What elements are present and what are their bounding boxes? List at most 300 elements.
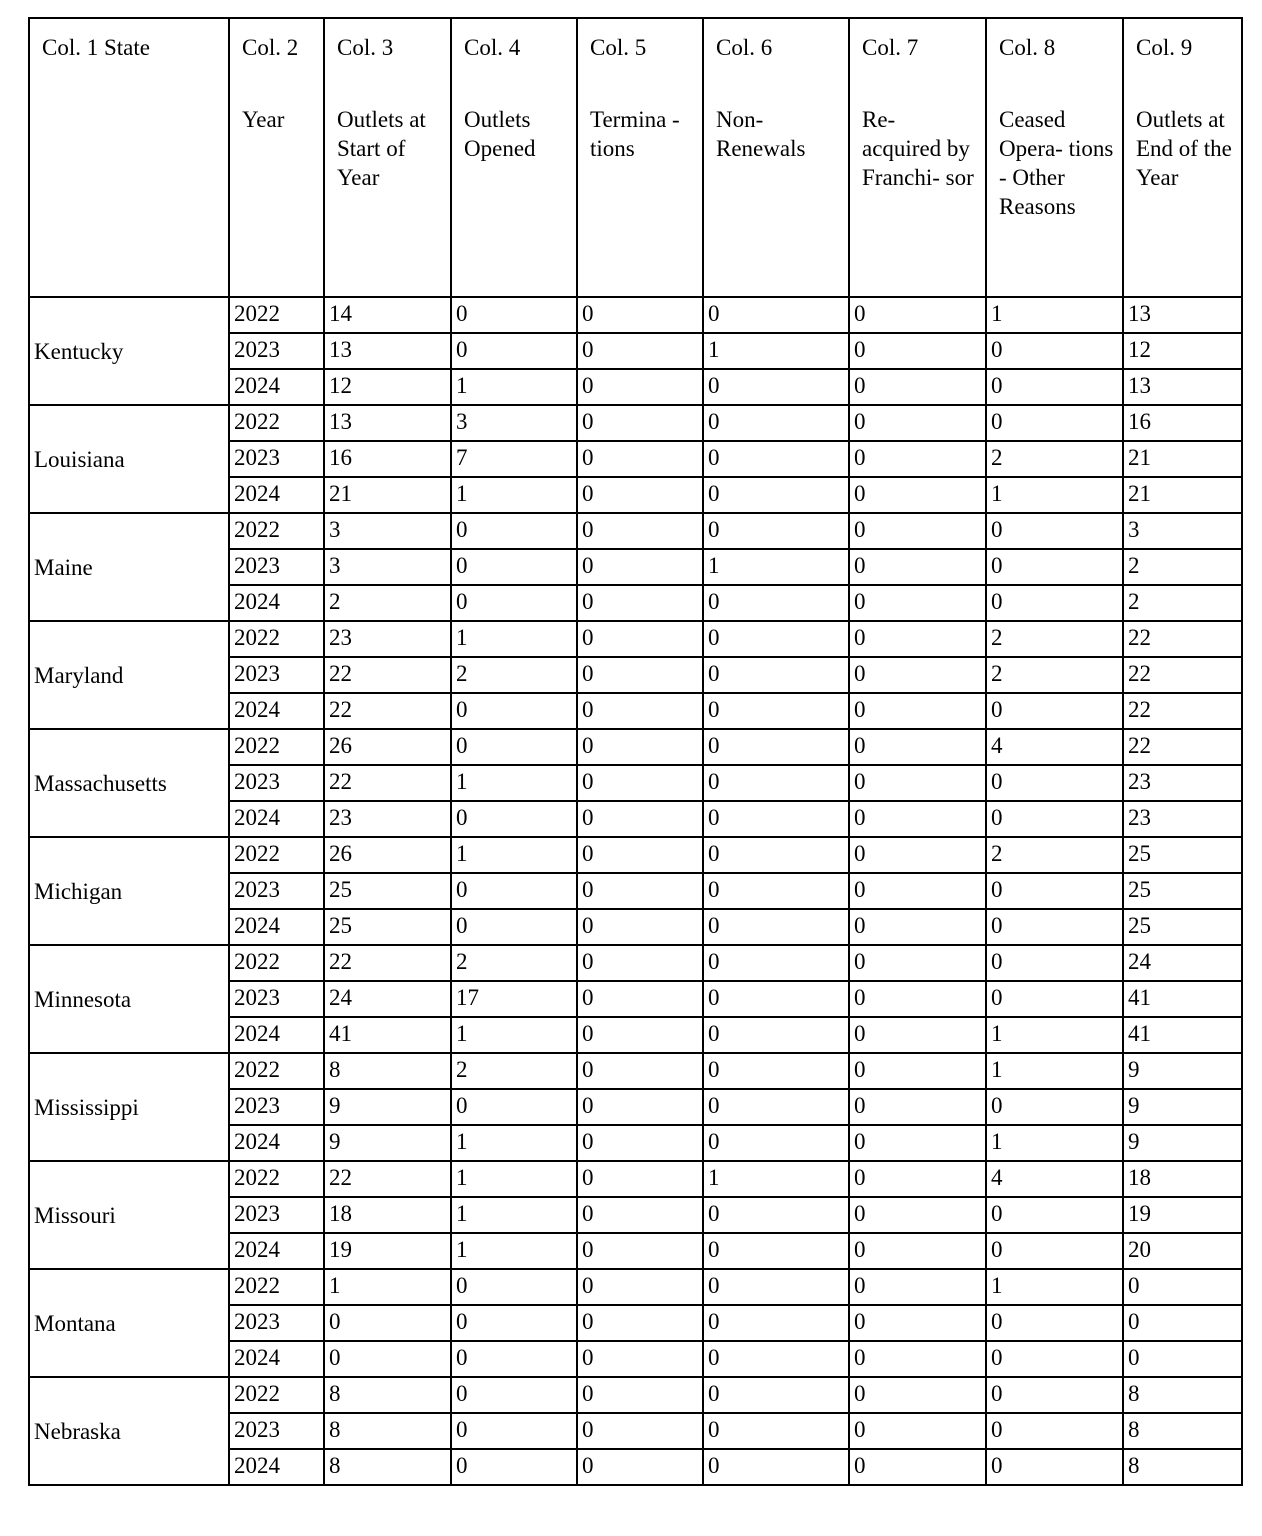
value-cell: 0 — [451, 801, 577, 837]
value-cell: 2 — [451, 945, 577, 981]
value-cell: 19 — [1123, 1197, 1242, 1233]
value-cell: 0 — [577, 1089, 703, 1125]
value-cell: 1 — [986, 1125, 1123, 1161]
value-cell: 1 — [451, 1125, 577, 1161]
year-cell: 2024 — [229, 1125, 324, 1161]
year-cell: 2022 — [229, 1053, 324, 1089]
value-cell: 1 — [451, 837, 577, 873]
state-name: Minnesota — [29, 945, 229, 1053]
value-cell: 0 — [703, 1089, 849, 1125]
value-cell: 0 — [577, 585, 703, 621]
value-cell: 0 — [577, 1449, 703, 1485]
value-cell: 9 — [1123, 1125, 1242, 1161]
value-cell: 0 — [849, 585, 986, 621]
value-cell: 23 — [1123, 765, 1242, 801]
value-cell: 22 — [1123, 729, 1242, 765]
value-cell: 0 — [849, 1341, 986, 1377]
value-cell: 3 — [324, 549, 451, 585]
value-cell: 2 — [986, 441, 1123, 477]
value-cell: 0 — [703, 909, 849, 945]
value-cell: 0 — [451, 1269, 577, 1305]
value-cell: 0 — [703, 1341, 849, 1377]
value-cell: 0 — [703, 513, 849, 549]
value-cell: 19 — [324, 1233, 451, 1269]
value-cell: 0 — [986, 945, 1123, 981]
value-cell: 1 — [986, 1017, 1123, 1053]
table-row — [29, 1161, 1242, 1197]
value-cell: 0 — [703, 837, 849, 873]
value-cell: 0 — [451, 585, 577, 621]
year-cell: 2024 — [229, 1341, 324, 1377]
value-cell: 0 — [986, 693, 1123, 729]
value-cell: 0 — [577, 729, 703, 765]
value-cell: 0 — [703, 621, 849, 657]
value-cell: 0 — [451, 1089, 577, 1125]
value-cell: 22 — [1123, 621, 1242, 657]
value-cell: 0 — [849, 621, 986, 657]
value-cell: 0 — [986, 333, 1123, 369]
value-cell: 0 — [849, 405, 986, 441]
value-cell: 18 — [1123, 1161, 1242, 1197]
value-cell: 0 — [849, 1053, 986, 1089]
state-name: Kentucky — [29, 297, 229, 405]
value-cell: 0 — [849, 909, 986, 945]
value-cell: 0 — [703, 1053, 849, 1089]
value-cell: 22 — [324, 693, 451, 729]
value-cell: 0 — [986, 405, 1123, 441]
value-cell: 0 — [849, 1233, 986, 1269]
value-cell: 0 — [451, 693, 577, 729]
value-cell: 14 — [324, 297, 451, 333]
value-cell: 0 — [703, 657, 849, 693]
value-cell: 1 — [451, 1017, 577, 1053]
value-cell: 0 — [324, 1305, 451, 1341]
year-cell: 2024 — [229, 1449, 324, 1485]
value-cell: 8 — [1123, 1413, 1242, 1449]
value-cell: 41 — [1123, 981, 1242, 1017]
column-header — [29, 18, 229, 297]
value-cell: 0 — [577, 1305, 703, 1341]
value-cell: 0 — [577, 1161, 703, 1197]
value-cell: 0 — [849, 1197, 986, 1233]
value-cell: 13 — [1123, 297, 1242, 333]
value-cell: 0 — [577, 621, 703, 657]
value-cell: 0 — [849, 513, 986, 549]
value-cell: 0 — [703, 441, 849, 477]
value-cell: 22 — [1123, 657, 1242, 693]
state-name: Missouri — [29, 1161, 229, 1269]
value-cell: 0 — [703, 1197, 849, 1233]
value-cell: 0 — [577, 981, 703, 1017]
value-cell: 0 — [703, 945, 849, 981]
value-cell: 0 — [849, 441, 986, 477]
value-cell: 0 — [986, 981, 1123, 1017]
value-cell: 0 — [451, 909, 577, 945]
value-cell: 0 — [703, 405, 849, 441]
column-label: Termina -tions — [590, 107, 680, 161]
value-cell: 22 — [324, 1161, 451, 1197]
value-cell: 0 — [451, 513, 577, 549]
column-label: Non- Renewals — [716, 107, 806, 161]
value-cell: 1 — [703, 549, 849, 585]
year-cell: 2023 — [229, 1413, 324, 1449]
value-cell: 0 — [986, 909, 1123, 945]
value-cell: 0 — [849, 1161, 986, 1197]
value-cell: 17 — [451, 981, 577, 1017]
value-cell: 22 — [1123, 693, 1242, 729]
column-label: Outlets at End of the Year — [1136, 107, 1232, 190]
value-cell: 0 — [577, 369, 703, 405]
value-cell: 0 — [577, 333, 703, 369]
year-cell: 2023 — [229, 441, 324, 477]
value-cell: 2 — [1123, 549, 1242, 585]
value-cell: 1 — [703, 1161, 849, 1197]
value-cell: 20 — [1123, 1233, 1242, 1269]
value-cell: 8 — [324, 1053, 451, 1089]
column-number: Col. 1 State — [42, 35, 150, 60]
value-cell: 0 — [703, 1413, 849, 1449]
year-cell: 2022 — [229, 1377, 324, 1413]
year-cell: 2023 — [229, 873, 324, 909]
value-cell: 0 — [849, 1449, 986, 1485]
column-number: Col. 9 — [1136, 35, 1193, 60]
value-cell: 25 — [1123, 873, 1242, 909]
year-cell: 2023 — [229, 981, 324, 1017]
value-cell: 0 — [986, 1413, 1123, 1449]
value-cell: 0 — [703, 693, 849, 729]
value-cell: 0 — [451, 729, 577, 765]
value-cell: 2 — [1123, 585, 1242, 621]
value-cell: 0 — [986, 765, 1123, 801]
value-cell: 0 — [849, 729, 986, 765]
value-cell: 0 — [577, 1017, 703, 1053]
value-cell: 0 — [577, 693, 703, 729]
year-cell: 2023 — [229, 549, 324, 585]
value-cell: 26 — [324, 837, 451, 873]
table-body — [29, 18, 1242, 1485]
year-cell: 2023 — [229, 333, 324, 369]
value-cell: 1 — [451, 1161, 577, 1197]
value-cell: 2 — [986, 657, 1123, 693]
value-cell: 0 — [577, 1413, 703, 1449]
value-cell: 0 — [986, 513, 1123, 549]
table-row — [29, 837, 1242, 873]
year-cell: 2024 — [229, 909, 324, 945]
table-row — [29, 729, 1242, 765]
value-cell: 26 — [324, 729, 451, 765]
column-header — [577, 18, 703, 297]
value-cell: 0 — [324, 1341, 451, 1377]
year-cell: 2022 — [229, 945, 324, 981]
value-cell: 0 — [986, 1341, 1123, 1377]
year-cell: 2023 — [229, 657, 324, 693]
value-cell: 2 — [986, 837, 1123, 873]
value-cell: 0 — [577, 477, 703, 513]
year-cell: 2023 — [229, 1305, 324, 1341]
value-cell: 0 — [986, 1377, 1123, 1413]
value-cell: 0 — [703, 765, 849, 801]
value-cell: 13 — [324, 405, 451, 441]
column-label: Ceased Opera- tions - Other Reasons — [999, 107, 1114, 219]
value-cell: 41 — [324, 1017, 451, 1053]
value-cell: 9 — [324, 1089, 451, 1125]
value-cell: 0 — [703, 873, 849, 909]
value-cell: 0 — [986, 549, 1123, 585]
value-cell: 0 — [451, 1377, 577, 1413]
value-cell: 21 — [1123, 441, 1242, 477]
year-cell: 2024 — [229, 801, 324, 837]
value-cell: 0 — [451, 333, 577, 369]
value-cell: 0 — [451, 1341, 577, 1377]
value-cell: 9 — [1123, 1053, 1242, 1089]
value-cell: 2 — [451, 1053, 577, 1089]
table-row — [29, 1269, 1242, 1305]
value-cell: 0 — [703, 1125, 849, 1161]
value-cell: 0 — [849, 1305, 986, 1341]
value-cell: 0 — [849, 1017, 986, 1053]
state-name: Michigan — [29, 837, 229, 945]
value-cell: 3 — [451, 405, 577, 441]
value-cell: 0 — [451, 549, 577, 585]
value-cell: 0 — [703, 729, 849, 765]
column-number: Col. 4 — [464, 35, 521, 60]
value-cell: 0 — [849, 477, 986, 513]
state-name: Nebraska — [29, 1377, 229, 1485]
value-cell: 0 — [577, 909, 703, 945]
value-cell: 9 — [324, 1125, 451, 1161]
column-number: Col. 7 — [862, 35, 919, 60]
year-cell: 2022 — [229, 621, 324, 657]
value-cell: 0 — [849, 837, 986, 873]
column-label: Outlets Opened — [464, 107, 536, 161]
value-cell: 8 — [324, 1413, 451, 1449]
value-cell: 1 — [451, 1233, 577, 1269]
year-cell: 2022 — [229, 1161, 324, 1197]
year-cell: 2024 — [229, 477, 324, 513]
year-cell: 2024 — [229, 693, 324, 729]
value-cell: 0 — [577, 801, 703, 837]
year-cell: 2024 — [229, 369, 324, 405]
value-cell: 0 — [849, 1413, 986, 1449]
value-cell: 8 — [1123, 1449, 1242, 1485]
value-cell: 0 — [703, 1449, 849, 1485]
state-name: Maine — [29, 513, 229, 621]
year-cell: 2022 — [229, 405, 324, 441]
table-row — [29, 945, 1242, 981]
value-cell: 25 — [324, 909, 451, 945]
table-row — [29, 1377, 1242, 1413]
value-cell: 0 — [986, 1305, 1123, 1341]
value-cell: 1 — [986, 1053, 1123, 1089]
value-cell: 0 — [451, 297, 577, 333]
column-number: Col. 3 — [337, 35, 394, 60]
column-number: Col. 5 — [590, 35, 647, 60]
value-cell: 0 — [849, 1377, 986, 1413]
value-cell: 22 — [324, 765, 451, 801]
value-cell: 0 — [849, 693, 986, 729]
value-cell: 0 — [451, 1449, 577, 1485]
value-cell: 0 — [577, 837, 703, 873]
value-cell: 0 — [986, 873, 1123, 909]
column-header — [451, 18, 577, 297]
value-cell: 1 — [451, 477, 577, 513]
value-cell: 23 — [324, 621, 451, 657]
column-label: Year — [242, 107, 285, 132]
value-cell: 0 — [849, 765, 986, 801]
year-cell: 2024 — [229, 1233, 324, 1269]
value-cell: 0 — [703, 477, 849, 513]
value-cell: 0 — [577, 765, 703, 801]
value-cell: 0 — [849, 873, 986, 909]
value-cell: 24 — [1123, 945, 1242, 981]
value-cell: 7 — [451, 441, 577, 477]
year-cell: 2023 — [229, 1197, 324, 1233]
column-header — [324, 18, 451, 297]
value-cell: 13 — [324, 333, 451, 369]
value-cell: 23 — [1123, 801, 1242, 837]
value-cell: 0 — [703, 369, 849, 405]
value-cell: 25 — [1123, 909, 1242, 945]
value-cell: 25 — [324, 873, 451, 909]
value-cell: 0 — [849, 297, 986, 333]
column-header — [849, 18, 986, 297]
value-cell: 18 — [324, 1197, 451, 1233]
value-cell: 22 — [324, 657, 451, 693]
column-label: Outlets at Start of Year — [337, 107, 426, 190]
value-cell: 0 — [703, 297, 849, 333]
value-cell: 16 — [1123, 405, 1242, 441]
value-cell: 21 — [324, 477, 451, 513]
table-row — [29, 513, 1242, 549]
value-cell: 24 — [324, 981, 451, 1017]
value-cell: 0 — [849, 1269, 986, 1305]
year-cell: 2022 — [229, 1269, 324, 1305]
year-cell: 2023 — [229, 1089, 324, 1125]
table-row — [29, 297, 1242, 333]
value-cell: 0 — [703, 981, 849, 1017]
value-cell: 0 — [577, 945, 703, 981]
value-cell: 8 — [324, 1449, 451, 1485]
value-cell: 0 — [986, 1089, 1123, 1125]
value-cell: 0 — [986, 369, 1123, 405]
value-cell: 0 — [451, 1305, 577, 1341]
column-number: Col. 2 — [242, 35, 299, 60]
state-name: Massachusetts — [29, 729, 229, 837]
value-cell: 0 — [577, 873, 703, 909]
value-cell: 21 — [1123, 477, 1242, 513]
value-cell: 12 — [1123, 333, 1242, 369]
state-name: Maryland — [29, 621, 229, 729]
value-cell: 0 — [577, 1197, 703, 1233]
state-name: Montana — [29, 1269, 229, 1377]
value-cell: 0 — [849, 801, 986, 837]
value-cell: 0 — [703, 1269, 849, 1305]
value-cell: 0 — [577, 1233, 703, 1269]
value-cell: 0 — [577, 297, 703, 333]
value-cell: 0 — [451, 873, 577, 909]
year-cell: 2024 — [229, 585, 324, 621]
value-cell: 2 — [986, 621, 1123, 657]
table-row — [29, 405, 1242, 441]
value-cell: 1 — [986, 297, 1123, 333]
value-cell: 1 — [451, 621, 577, 657]
year-cell: 2022 — [229, 513, 324, 549]
column-header — [229, 18, 324, 297]
value-cell: 0 — [703, 801, 849, 837]
value-cell: 1 — [451, 765, 577, 801]
value-cell: 13 — [1123, 369, 1242, 405]
value-cell: 0 — [849, 549, 986, 585]
year-cell: 2022 — [229, 729, 324, 765]
value-cell: 0 — [577, 1125, 703, 1161]
column-number: Col. 8 — [999, 35, 1056, 60]
value-cell: 0 — [703, 585, 849, 621]
value-cell: 0 — [577, 441, 703, 477]
value-cell: 0 — [849, 369, 986, 405]
value-cell: 2 — [324, 585, 451, 621]
value-cell: 0 — [451, 1413, 577, 1449]
column-header — [1123, 18, 1242, 297]
column-header — [986, 18, 1123, 297]
table-row — [29, 1053, 1242, 1089]
value-cell: 22 — [324, 945, 451, 981]
value-cell: 0 — [849, 1089, 986, 1125]
year-cell: 2024 — [229, 1017, 324, 1053]
state-name: Louisiana — [29, 405, 229, 513]
value-cell: 16 — [324, 441, 451, 477]
column-label: Re- acquired by Franchi- sor — [862, 107, 974, 190]
value-cell: 0 — [849, 657, 986, 693]
value-cell: 0 — [986, 1197, 1123, 1233]
value-cell: 0 — [703, 1305, 849, 1341]
value-cell: 0 — [577, 1053, 703, 1089]
value-cell: 0 — [1123, 1269, 1242, 1305]
table-row — [29, 621, 1242, 657]
year-cell: 2022 — [229, 297, 324, 333]
value-cell: 12 — [324, 369, 451, 405]
value-cell: 1 — [986, 1269, 1123, 1305]
value-cell: 0 — [577, 549, 703, 585]
value-cell: 4 — [986, 1161, 1123, 1197]
value-cell: 0 — [849, 981, 986, 1017]
value-cell: 1 — [703, 333, 849, 369]
value-cell: 9 — [1123, 1089, 1242, 1125]
column-number: Col. 6 — [716, 35, 773, 60]
value-cell: 3 — [1123, 513, 1242, 549]
year-cell: 2022 — [229, 837, 324, 873]
header-row — [29, 18, 1242, 297]
value-cell: 0 — [1123, 1305, 1242, 1341]
value-cell: 0 — [849, 1125, 986, 1161]
value-cell: 2 — [451, 657, 577, 693]
value-cell: 1 — [451, 1197, 577, 1233]
value-cell: 0 — [703, 1233, 849, 1269]
value-cell: 1 — [451, 369, 577, 405]
value-cell: 1 — [986, 477, 1123, 513]
value-cell: 0 — [577, 657, 703, 693]
value-cell: 23 — [324, 801, 451, 837]
value-cell: 0 — [577, 1269, 703, 1305]
value-cell: 0 — [986, 801, 1123, 837]
value-cell: 8 — [324, 1377, 451, 1413]
column-header — [703, 18, 849, 297]
value-cell: 0 — [849, 333, 986, 369]
value-cell: 3 — [324, 513, 451, 549]
state-name: Mississippi — [29, 1053, 229, 1161]
value-cell: 41 — [1123, 1017, 1242, 1053]
value-cell: 0 — [703, 1017, 849, 1053]
value-cell: 0 — [986, 1233, 1123, 1269]
